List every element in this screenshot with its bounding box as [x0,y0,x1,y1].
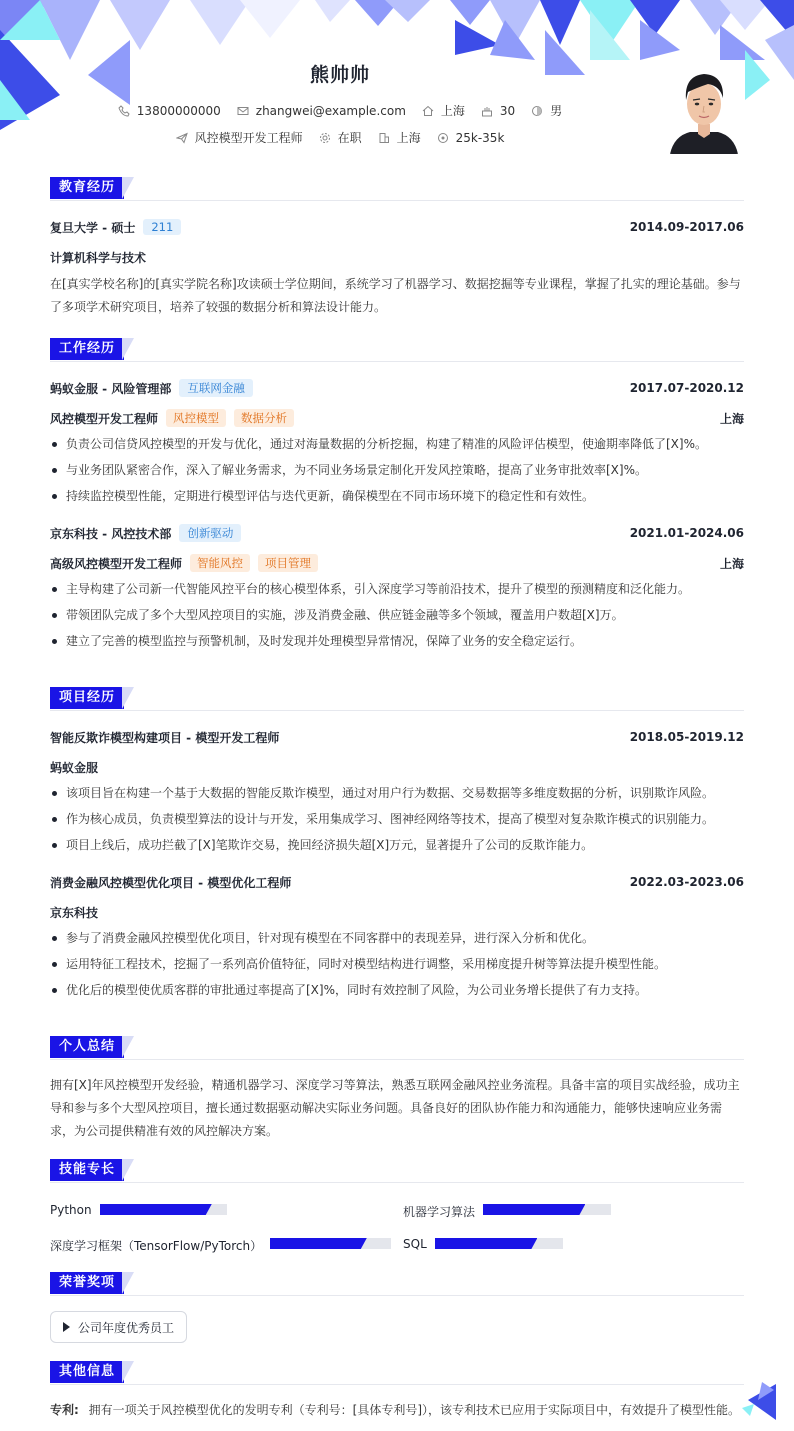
building-icon [378,132,390,144]
salary-item [437,131,505,145]
work-city: 上海 [719,411,744,426]
phone-item [118,104,221,118]
school-tag: 211 [143,219,181,235]
other-text: 拥有一项关于风控模型优化的发明专利（专利号：[具体专利号]），该专利技术已应用于实际项目中，有效提升了模型性能。 [88,1403,741,1417]
section-title: 教育经历 [50,177,124,199]
skill-bar-track [100,1204,227,1215]
gender-item [531,102,562,119]
project-title-row [50,727,744,747]
resume-header [0,0,794,160]
skill-bar-fill [483,1204,585,1215]
send-icon [176,132,188,144]
age-text: 30 [499,103,516,118]
age-item [481,104,515,118]
other-info-row [50,1399,744,1422]
industry-tag: 创新驱动 [179,524,241,542]
project-period: 2022.03-2023.06 [629,875,744,889]
school-line: 复旦大学 - 硕士 [50,220,136,235]
section-title: 技能专长 [50,1159,124,1181]
skill-item [403,1237,427,1251]
section-header [50,687,744,711]
section-title: 荣誉奖项 [50,1272,124,1294]
skill-bar-track [435,1238,563,1249]
status-item [319,129,362,146]
work-position [50,409,294,427]
list-item: 运用特征工程技术，挖掘了一系列高价值特征，同时对模型结构进行调整，采用梯度提升树等算法提升模型性能。 [50,951,744,977]
list-item: 带领团队完成了多个大型风控项目的实施，涉及消费金融、供应链金融等多个领域，覆盖用户数超[X]万。 [50,602,744,628]
section-title-tail [122,177,134,199]
other-section [50,1361,744,1422]
section-header [50,1361,744,1385]
work-entry [50,378,744,509]
project-bullets [50,780,744,858]
section-header [50,1272,744,1296]
work-entry [50,523,744,654]
other-label: 专利: [50,1403,79,1417]
work-company-row [50,378,744,398]
list-item: 项目上线后，成功拦截了[X]笔欺诈交易，挽回经济损失超[X]万元，显著提升了公司的反欺诈能力。 [50,832,744,858]
skill-item [50,1203,92,1217]
target-city-text: 上海 [396,131,421,145]
project-entry [50,727,744,858]
project-name: 智能反欺诈模型构建项目 - 模型开发工程师 [50,730,280,745]
awards-section [50,1272,744,1352]
section-title-tail [122,1036,134,1058]
work-period: 2017.07-2020.12 [629,381,744,395]
job-target-text: 风控模型开发工程师 [194,131,303,145]
education-entry-row [50,217,744,237]
list-item: 建立了完善的模型监控与预警机制，及时发现并处理模型异常情况，保障了业务的安全稳定运行。 [50,628,744,654]
mail-icon [237,105,249,117]
project-period: 2018.05-2019.12 [629,730,744,744]
skill-name: 机器学习算法 [403,1205,476,1219]
skills-section [50,1159,744,1259]
avatar-photo [664,62,744,154]
skill-name: 深度学习框架（TensorFlow/PyTorch） [50,1239,263,1253]
education-desc: 在[真实学校名称]的[真实学院名称]攻读硕士学位期间，系统学习了机器学习、数据挖掘等专业课程，掌握了扎实的理论基础。参与了多项学术研究项目，培养了较强的数据分析和算法设计能力。 [50,277,741,314]
summary-text: 拥有[X]年风控模型开发经验，精通机器学习、深度学习等算法，熟悉互联网金融风控业务流程。具备丰富的项目实战经验，成功主导和参与多个大型风控项目，擅长通过数据驱动解决实际业务问题。具备良好的团队协作能力和沟通能力，能够快速响应业务需求，为公司提供精准有效的风控解决方案。 [50,1078,740,1138]
skill-name: Python [50,1203,92,1217]
work-bullets [50,576,744,654]
work-position [50,554,318,572]
gear-icon [319,132,331,144]
section-title-tail [122,687,134,709]
job-intent-row [0,129,680,146]
skill-bar-fill [435,1238,537,1249]
work-section [50,338,744,654]
education-major-row [50,247,744,267]
work-company [50,379,253,397]
project-entry [50,872,744,1003]
skill-tag: 风控模型 [166,409,226,427]
city-text: 上海 [440,104,465,118]
company-name: 蚂蚁金服 - 风险管理部 [50,381,172,396]
cake-icon [481,105,493,117]
list-item: 主导构建了公司新一代智能风控平台的核心模型体系，引入深度学习等前沿技术，提升了模型的预测精度和泛化能力。 [50,576,744,602]
section-title-tail [122,1361,134,1383]
skill-name: SQL [403,1237,427,1251]
project-bullets [50,925,744,1003]
candidate-name: 熊帅帅 [309,64,370,86]
company-name: 京东科技 - 风控技术部 [50,526,172,541]
project-org: 蚂蚁金服 [50,760,99,775]
target-city-item [378,129,421,146]
work-company-row [50,523,744,543]
project-name: 消费金融风控模型优化项目 - 模型优化工程师 [50,875,292,890]
home-icon [422,105,434,117]
work-bullets [50,431,744,509]
skill-tag: 项目管理 [258,554,318,572]
job-target-item [176,129,303,146]
coin-icon [437,132,449,144]
section-title-tail [122,338,134,360]
skill-tag: 智能风控 [190,554,250,572]
email-text: zhangwei@example.com [255,103,406,118]
project-title-row [50,872,744,892]
section-header [50,177,744,201]
award-item[interactable] [50,1311,187,1343]
salary-text: 25k-35k [455,130,505,145]
projects-section [50,687,744,1003]
phone-text: 13800000000 [136,103,221,118]
skill-bar-track [483,1204,611,1215]
list-item: 该项目旨在构建一个基于大数据的智能反欺诈模型，通过对用户行为数据、交易数据等多维度数据的分析，识别欺诈风险。 [50,780,744,806]
list-item: 持续监控模型性能，定期进行模型评估与迭代更新，确保模型在不同市场环境下的稳定性和有效性。 [50,483,744,509]
skill-item [403,1203,475,1220]
work-position-row [50,553,744,573]
phone-icon [118,105,130,117]
gender-icon [531,105,543,117]
section-title-tail [122,1272,134,1294]
education-major: 计算机科学与技术 [50,250,147,265]
skill-bar-fill [100,1204,212,1215]
work-company [50,524,241,542]
list-item: 作为核心成员，负责模型算法的设计与开发，采用集成学习、图神经网络等技术，提高了模型对复杂欺诈模式的识别能力。 [50,806,744,832]
section-title: 工作经历 [50,338,124,360]
skill-item [50,1237,262,1254]
skill-bar-fill [270,1238,367,1249]
education-section [50,177,744,319]
avatar-portrait [664,62,744,154]
work-period: 2021.01-2024.06 [629,526,744,540]
industry-tag: 互联网金融 [179,379,253,397]
section-title: 个人总结 [50,1036,124,1058]
skill-tag: 数据分析 [234,409,294,427]
project-org-row [50,902,744,922]
position-name: 高级风控模型开发工程师 [50,556,183,571]
award-text: 公司年度优秀员工 [78,1320,175,1335]
education-period: 2014.09-2017.06 [629,220,744,234]
city-item [422,102,465,119]
section-title-tail [122,1159,134,1181]
list-item: 与业务团队紧密合作，深入了解业务需求，为不同业务场景定制化开发风控策略，提高了业务审批效率[X]%。 [50,457,744,483]
skill-bar-track [270,1238,391,1249]
list-item: 优化后的模型使优质客群的审批通过率提高了[X]%，同时有效控制了风险，为公司业务增长提供了有力支持。 [50,977,744,1003]
contact-row [0,102,680,119]
position-name: 风控模型开发工程师 [50,411,159,426]
gender-text: 男 [550,104,563,118]
work-city: 上海 [719,556,744,571]
project-org: 京东科技 [50,905,99,920]
corner-decoration [740,1378,780,1422]
section-title: 其他信息 [50,1361,124,1383]
summary-section [50,1036,744,1143]
education-school [50,219,181,236]
section-title: 项目经历 [50,687,124,709]
section-header [50,338,744,362]
play-icon [63,1322,70,1332]
work-position-row [50,408,744,428]
section-header [50,1159,744,1183]
list-item: 参与了消费金融风控模型优化项目，针对现有模型在不同客群中的表现差异，进行深入分析和优化。 [50,925,744,951]
section-header [50,1036,744,1060]
list-item: 负责公司信贷风控模型的开发与优化，通过对海量数据的分析挖掘，构建了精准的风险评估模型，使逾期率降低了[X]%。 [50,431,744,457]
project-org-row [50,757,744,777]
status-text: 在职 [337,131,362,145]
email-item [237,104,406,118]
